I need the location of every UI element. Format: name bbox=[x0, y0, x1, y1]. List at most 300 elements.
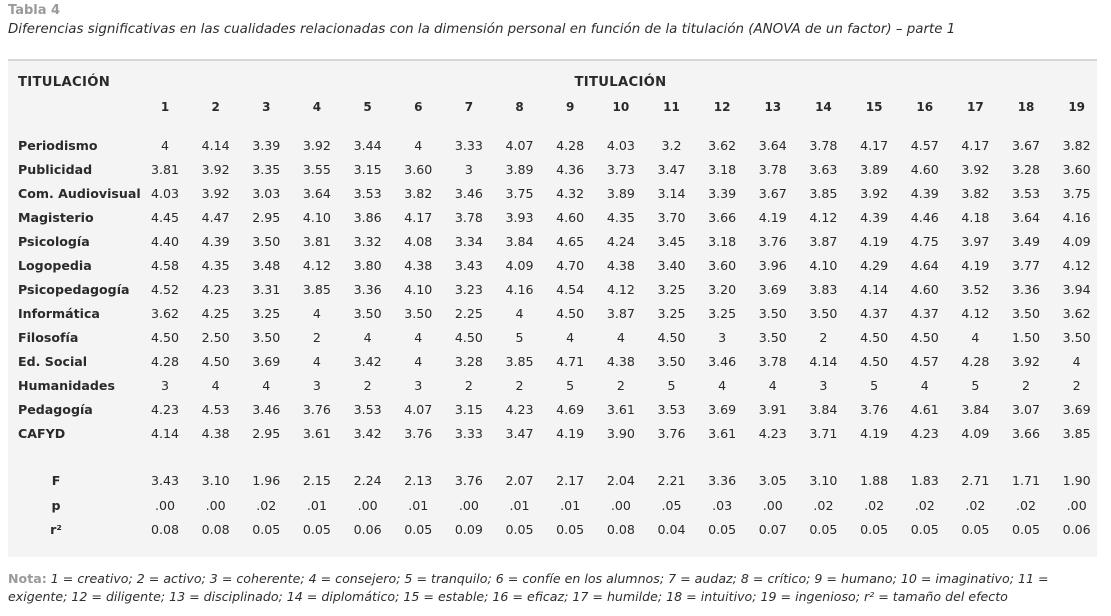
table-cell: 3.82 bbox=[1062, 138, 1091, 153]
stat-cell: .01 bbox=[306, 497, 327, 513]
table-cell: 3.45 bbox=[657, 234, 686, 249]
table-cell: 4.25 bbox=[201, 306, 230, 321]
table-cell: 4.14 bbox=[809, 354, 838, 369]
table-cell: 4.10 bbox=[809, 258, 838, 273]
table-cell: 4.39 bbox=[910, 186, 939, 201]
stat-cell: .02 bbox=[965, 497, 986, 513]
table-cell: 4.37 bbox=[910, 306, 939, 321]
table-cell: 3.75 bbox=[1062, 186, 1091, 201]
table-cell: 4 bbox=[414, 330, 423, 345]
table-cell: 5 bbox=[971, 378, 980, 393]
table-cell: 3.61 bbox=[708, 426, 737, 441]
table-cell: 3.40 bbox=[657, 258, 686, 273]
table-cell: 3.50 bbox=[758, 306, 787, 321]
table-cell: 3.25 bbox=[708, 306, 737, 321]
table-cell: 3.50 bbox=[252, 330, 281, 345]
table-cell: 3.90 bbox=[606, 426, 635, 441]
table-cell: 4 bbox=[1072, 354, 1081, 369]
stat-cell: 0.07 bbox=[758, 522, 787, 537]
table-cell: 3.60 bbox=[1062, 162, 1091, 177]
table-cell: 4.69 bbox=[556, 402, 585, 417]
table-cell: 3.89 bbox=[860, 162, 889, 177]
table-cell: 4.23 bbox=[150, 402, 180, 417]
table-cell: 4 bbox=[566, 330, 575, 345]
table-cell: 4.23 bbox=[201, 282, 230, 297]
table-cell: 4.60 bbox=[910, 162, 939, 177]
table-cell: 3.50 bbox=[252, 234, 281, 249]
table-cell: 3.83 bbox=[809, 282, 838, 297]
stat-cell: 2.13 bbox=[404, 473, 433, 488]
table-cell: 3.69 bbox=[758, 282, 787, 297]
table-cell: 3.89 bbox=[606, 186, 635, 201]
table-cell: 3.44 bbox=[353, 138, 382, 153]
table-cell: 3.46 bbox=[708, 354, 737, 369]
table-cell: 3.93 bbox=[505, 210, 534, 225]
table-cell: 3.84 bbox=[505, 234, 534, 249]
table-cell: 4.16 bbox=[1062, 210, 1091, 225]
table-cell: 4.17 bbox=[404, 210, 433, 225]
table-cell: 4 bbox=[363, 330, 372, 345]
table-cell: 3.36 bbox=[353, 282, 382, 297]
table-cell: 3.53 bbox=[1012, 186, 1041, 201]
row-label: CAFYD bbox=[18, 426, 66, 441]
table-cell: 4.70 bbox=[556, 258, 585, 273]
table-cell: 3.52 bbox=[961, 282, 990, 297]
table-cell: 3.86 bbox=[353, 210, 382, 225]
table-cell: 3.76 bbox=[758, 234, 787, 249]
table-cell: 3.84 bbox=[961, 402, 990, 417]
table-cell: 3.64 bbox=[1012, 210, 1041, 225]
stat-cell: 2.07 bbox=[505, 473, 534, 488]
stat-cell: 3.43 bbox=[150, 473, 180, 488]
table-cell: 3.2 bbox=[661, 138, 682, 153]
stat-cell: .01 bbox=[408, 497, 429, 513]
table-cell: 4.12 bbox=[606, 282, 635, 297]
table-cell: 4.07 bbox=[404, 402, 433, 417]
table-cell: 3.92 bbox=[201, 186, 230, 201]
table-cell: 4.71 bbox=[556, 354, 585, 369]
table-cell: 4.45 bbox=[150, 210, 180, 225]
table-cell: 4 bbox=[515, 306, 524, 321]
table-cell: 4.19 bbox=[758, 210, 787, 225]
table-cell: 3.50 bbox=[353, 306, 382, 321]
table-cell: 4.50 bbox=[657, 330, 686, 345]
table-cell: 4.38 bbox=[606, 354, 635, 369]
row-label: Magisterio bbox=[18, 210, 94, 225]
table-cell: 4 bbox=[414, 354, 423, 369]
stat-label: r² bbox=[50, 522, 62, 537]
table-cell: 3.78 bbox=[758, 162, 787, 177]
table-cell: 3.60 bbox=[708, 258, 737, 273]
stat-cell: 0.08 bbox=[150, 522, 180, 537]
stat-cell: .01 bbox=[560, 497, 581, 513]
table-cell: 3.39 bbox=[708, 186, 737, 201]
stat-label: p bbox=[51, 497, 61, 513]
table-cell: 4 bbox=[211, 378, 220, 393]
stat-cell: 0.05 bbox=[556, 522, 585, 537]
table-cell: 4.29 bbox=[860, 258, 889, 273]
table-cell: 4.37 bbox=[860, 306, 889, 321]
stat-cell: .02 bbox=[1016, 497, 1037, 513]
table-cell: 4.39 bbox=[860, 210, 889, 225]
table-cell: 3.82 bbox=[404, 186, 433, 201]
stat-cell: 3.10 bbox=[809, 473, 838, 488]
table-cell: 3.61 bbox=[606, 402, 635, 417]
stat-cell: .00 bbox=[1066, 497, 1087, 513]
table-cell: 4 bbox=[920, 378, 929, 393]
column-header: 9 bbox=[566, 100, 575, 114]
stat-cell: 0.05 bbox=[809, 522, 838, 537]
table-cell: 3.62 bbox=[150, 306, 180, 321]
table-cell: 3.70 bbox=[657, 210, 686, 225]
table-cell: 4.46 bbox=[910, 210, 939, 225]
stat-cell: 0.06 bbox=[353, 522, 382, 537]
table-cell: 4.57 bbox=[910, 354, 939, 369]
table-cell: 3 bbox=[160, 378, 169, 393]
table-cell: 5 bbox=[515, 330, 524, 345]
stat-cell: .02 bbox=[914, 497, 935, 513]
table-note bbox=[8, 570, 1098, 606]
stat-cell: .03 bbox=[712, 497, 733, 513]
table-cell: 4.17 bbox=[961, 138, 990, 153]
table-cell: 5 bbox=[870, 378, 879, 393]
stat-cell: 1.88 bbox=[860, 473, 889, 488]
table-cell: 3.85 bbox=[809, 186, 838, 201]
table-cell: 2.95 bbox=[252, 210, 281, 225]
row-label: Ed. Social bbox=[18, 354, 88, 369]
table-cell: 3.76 bbox=[860, 402, 889, 417]
table-cell: 3.39 bbox=[252, 138, 281, 153]
table-cell: 3.50 bbox=[657, 354, 686, 369]
table-cell: 4.58 bbox=[150, 258, 180, 273]
table-cell: 5 bbox=[566, 378, 575, 393]
row-label: Com. Audiovisual bbox=[18, 186, 141, 201]
table-cell: 3.85 bbox=[505, 354, 534, 369]
table-cell: 4.03 bbox=[150, 186, 180, 201]
table-cell: 4.23 bbox=[910, 426, 939, 441]
table-cell: 4 bbox=[414, 138, 423, 153]
table-cell: 3 bbox=[312, 378, 321, 393]
table-cell: 4 bbox=[768, 378, 777, 393]
table-cell: 3.48 bbox=[252, 258, 281, 273]
table-cell: 3.23 bbox=[454, 282, 483, 297]
row-label: Logopedia bbox=[18, 258, 92, 273]
table-cell: 3.82 bbox=[961, 186, 990, 201]
table-cell: 4.35 bbox=[201, 258, 230, 273]
table-cell: 3.76 bbox=[404, 426, 433, 441]
stat-cell: .00 bbox=[458, 497, 479, 513]
table-caption: Diferencias significativas en las cualidades relacionadas con la dimensión personal en función de la titulación (ANOVA de un factor) – parte 1 bbox=[8, 22, 956, 37]
column-header: 13 bbox=[764, 100, 782, 114]
table-cell: 3.60 bbox=[404, 162, 433, 177]
table-cell: 4.50 bbox=[150, 330, 180, 345]
stat-cell: 0.05 bbox=[708, 522, 737, 537]
table-cell: 3.75 bbox=[505, 186, 534, 201]
table-cell: 2 bbox=[363, 378, 372, 393]
table-cell: 3.91 bbox=[758, 402, 787, 417]
table-cell: 3.28 bbox=[1012, 162, 1041, 177]
stat-cell: 0.05 bbox=[302, 522, 331, 537]
table-cell: 4.12 bbox=[1062, 258, 1091, 273]
stat-cell: 1.90 bbox=[1062, 473, 1091, 488]
table-cell: 3.46 bbox=[454, 186, 483, 201]
table-cell: 3.34 bbox=[454, 234, 483, 249]
table-cell: 3.76 bbox=[657, 426, 686, 441]
table-cell: 4 bbox=[971, 330, 980, 345]
stat-cell: 0.05 bbox=[404, 522, 433, 537]
table-cell: 4.75 bbox=[910, 234, 939, 249]
table-cell: 3.50 bbox=[758, 330, 787, 345]
table-cell: 4.23 bbox=[505, 402, 534, 417]
table-cell: 4.07 bbox=[505, 138, 534, 153]
table-cell: 4.38 bbox=[404, 258, 433, 273]
table-cell: 4.08 bbox=[404, 234, 433, 249]
note-text: 1 = creativo; 2 = activo; 3 = coherente; 4 = consejero; 5 = tranquilo; 6 = confíe en los alumnos; 7 = audaz; 8 = crítico; 9 = humano; 10 = imaginativo; 11 = exigente; 12 = diligente; 13 = disciplinado; 14 = diplomático; 15 = estable; 16 = eficaz; 17 = humilde; 18 = intuitivo; 19 = ingenioso; r² = tamaño del efecto bbox=[8, 571, 1049, 604]
column-header: 10 bbox=[612, 100, 630, 114]
table-cell: 4.12 bbox=[302, 258, 331, 273]
table-cell: 2 bbox=[1022, 378, 1031, 393]
table-cell: 4 bbox=[312, 354, 321, 369]
table-cell: 3 bbox=[414, 378, 423, 393]
group-header: TITULACIÓN bbox=[574, 75, 667, 90]
table-cell: 3.28 bbox=[454, 354, 483, 369]
row-label: Periodismo bbox=[18, 138, 98, 153]
column-header: 11 bbox=[663, 100, 680, 114]
table-cell: 3.47 bbox=[505, 426, 534, 441]
column-header: 16 bbox=[916, 100, 934, 114]
table-cell: 3.50 bbox=[1012, 306, 1041, 321]
stat-cell: 0.05 bbox=[860, 522, 889, 537]
table-cell: 3.78 bbox=[809, 138, 838, 153]
column-header: 14 bbox=[815, 100, 832, 114]
table-cell: 3.61 bbox=[302, 426, 331, 441]
stat-cell: 3.36 bbox=[708, 473, 737, 488]
column-header: 12 bbox=[713, 100, 731, 114]
table-cell: 4.28 bbox=[556, 138, 585, 153]
table-cell: 3.35 bbox=[252, 162, 281, 177]
table-cell: 4 bbox=[616, 330, 625, 345]
row-label: Pedagogía bbox=[18, 402, 93, 417]
stat-cell: 0.08 bbox=[201, 522, 230, 537]
table-cell: 4.61 bbox=[910, 402, 939, 417]
row-label: Psicología bbox=[18, 234, 90, 249]
table-cell: 4.19 bbox=[961, 258, 990, 273]
table-cell: 3.85 bbox=[302, 282, 331, 297]
table-cell: 4.09 bbox=[505, 258, 534, 273]
table-cell: 2 bbox=[515, 378, 524, 393]
table-cell: 4.64 bbox=[910, 258, 939, 273]
table-cell: 2 bbox=[312, 330, 321, 345]
table-cell: 2 bbox=[464, 378, 473, 393]
table-cell: 3.25 bbox=[252, 306, 281, 321]
stat-cell: 1.96 bbox=[252, 473, 281, 488]
table-cell: 2 bbox=[1072, 378, 1081, 393]
table-cell: 4.57 bbox=[910, 138, 939, 153]
table-cell: 3.63 bbox=[809, 162, 838, 177]
table-cell: 3.62 bbox=[708, 138, 737, 153]
table-cell: 3.50 bbox=[404, 306, 433, 321]
table-cell: 3.33 bbox=[454, 426, 483, 441]
table-cell: 3.07 bbox=[1012, 402, 1041, 417]
table-cell: 3.32 bbox=[353, 234, 382, 249]
column-header: 8 bbox=[515, 100, 524, 114]
stat-cell: 2.21 bbox=[657, 473, 686, 488]
stat-cell: 2.24 bbox=[353, 473, 382, 488]
column-header: 1 bbox=[160, 100, 170, 114]
table-cell: 3.31 bbox=[252, 282, 281, 297]
table-cell: 3.92 bbox=[1012, 354, 1041, 369]
table-cell: 4.54 bbox=[556, 282, 585, 297]
stat-label: F bbox=[51, 473, 61, 488]
table-cell: 4.09 bbox=[961, 426, 990, 441]
table-cell: 4.10 bbox=[404, 282, 433, 297]
table-cell: 3.66 bbox=[1012, 426, 1041, 441]
column-header: 6 bbox=[414, 100, 423, 114]
table-cell: 3.62 bbox=[1062, 306, 1091, 321]
table-cell: 3.87 bbox=[606, 306, 635, 321]
table-cell: 3 bbox=[464, 162, 473, 177]
table-cell: 4.12 bbox=[809, 210, 838, 225]
row-label: Publicidad bbox=[18, 162, 93, 177]
table-cell: 4.36 bbox=[556, 162, 585, 177]
table-cell: 3.42 bbox=[353, 354, 382, 369]
table-cell: 3.67 bbox=[1012, 138, 1041, 153]
table-cell: 3.97 bbox=[961, 234, 990, 249]
column-header: 7 bbox=[464, 100, 474, 114]
table-cell: 3.03 bbox=[252, 186, 281, 201]
table-cell: 3.92 bbox=[961, 162, 990, 177]
table-cell: 2.95 bbox=[252, 426, 281, 441]
stat-cell: 1.71 bbox=[1012, 473, 1041, 488]
table-cell: 3.25 bbox=[657, 282, 686, 297]
table-cell: 3.78 bbox=[454, 210, 483, 225]
stat-cell: 2.17 bbox=[556, 473, 585, 488]
stat-cell: 2.04 bbox=[606, 473, 635, 488]
table-cell: 3.47 bbox=[657, 162, 686, 177]
column-header: 4 bbox=[312, 100, 322, 114]
row-label: Humanidades bbox=[18, 378, 115, 393]
stat-cell: 2.71 bbox=[961, 473, 990, 488]
stat-cell: 0.04 bbox=[657, 522, 686, 537]
stat-cell: 3.10 bbox=[201, 473, 230, 488]
stat-cell: 0.05 bbox=[910, 522, 939, 537]
table-cell: 4.19 bbox=[556, 426, 585, 441]
table-cell: 3.50 bbox=[809, 306, 838, 321]
table-cell: 3.53 bbox=[353, 186, 382, 201]
table-cell: 3.43 bbox=[454, 258, 483, 273]
table-panel bbox=[8, 59, 1097, 557]
table-cell: 3.80 bbox=[353, 258, 382, 273]
table-cell: 3.18 bbox=[708, 234, 737, 249]
table-cell: 4.38 bbox=[201, 426, 230, 441]
column-header: 5 bbox=[363, 100, 372, 114]
table-cell: 4.39 bbox=[201, 234, 230, 249]
table-cell: 3.55 bbox=[302, 162, 331, 177]
stat-cell: 2.15 bbox=[302, 473, 331, 488]
table-cell: 4.53 bbox=[201, 402, 230, 417]
corner-header: TITULACIÓN bbox=[18, 75, 111, 90]
stat-cell: 0.05 bbox=[1012, 522, 1041, 537]
stat-cell: 0.05 bbox=[252, 522, 281, 537]
table-cell: 4.09 bbox=[1062, 234, 1091, 249]
table-cell: 3.15 bbox=[353, 162, 382, 177]
table-cell: 3.73 bbox=[606, 162, 635, 177]
table-cell: 4.60 bbox=[556, 210, 585, 225]
table-cell: 3.49 bbox=[1012, 234, 1041, 249]
table-cell: 4.38 bbox=[606, 258, 635, 273]
table-cell: 2.25 bbox=[454, 306, 483, 321]
row-label: Psicopedagogía bbox=[18, 282, 130, 297]
table-cell: 3.71 bbox=[809, 426, 838, 441]
table-cell: 4.24 bbox=[606, 234, 635, 249]
row-label: Filosofía bbox=[18, 330, 79, 345]
table-cell: 4.50 bbox=[910, 330, 939, 345]
stat-cell: 0.08 bbox=[606, 522, 635, 537]
table-cell: 3.85 bbox=[1062, 426, 1091, 441]
table-cell: 4.50 bbox=[201, 354, 230, 369]
table-cell: 4.32 bbox=[556, 186, 585, 201]
table-cell: 2.50 bbox=[201, 330, 230, 345]
table-label: Tabla 4 bbox=[8, 3, 61, 18]
table-cell: 3.89 bbox=[505, 162, 534, 177]
table-cell: 3.81 bbox=[150, 162, 180, 177]
table-cell: 4 bbox=[262, 378, 271, 393]
column-header: 2 bbox=[211, 100, 220, 114]
table-cell: 4.17 bbox=[860, 138, 889, 153]
table-cell: 4.47 bbox=[201, 210, 230, 225]
table-cell: 1.50 bbox=[1012, 330, 1041, 345]
table-cell: 3.69 bbox=[252, 354, 281, 369]
table-cell: 3.18 bbox=[708, 162, 737, 177]
table-cell: 4.50 bbox=[860, 354, 889, 369]
table-cell: 4.19 bbox=[860, 426, 889, 441]
table-cell: 3.46 bbox=[252, 402, 281, 417]
stat-cell: 0.09 bbox=[454, 522, 483, 537]
stat-cell: 3.76 bbox=[454, 473, 483, 488]
column-header: 17 bbox=[967, 100, 984, 114]
stat-cell: .00 bbox=[154, 497, 176, 513]
stat-cell: .02 bbox=[813, 497, 834, 513]
table-cell: 3.84 bbox=[809, 402, 838, 417]
table-cell: 4.40 bbox=[150, 234, 180, 249]
table-cell: 4.65 bbox=[556, 234, 585, 249]
table-cell: 4.14 bbox=[860, 282, 889, 297]
table-cell: 3.69 bbox=[1062, 402, 1091, 417]
column-header: 19 bbox=[1068, 100, 1086, 114]
column-header: 3 bbox=[262, 100, 271, 114]
stat-cell: 0.05 bbox=[961, 522, 990, 537]
table-cell: 3.64 bbox=[758, 138, 787, 153]
table-cell: 3.94 bbox=[1062, 282, 1091, 297]
table-cell: 4 bbox=[718, 378, 727, 393]
stat-cell: .02 bbox=[256, 497, 277, 513]
table-cell: 4.03 bbox=[606, 138, 635, 153]
table-cell: 4.10 bbox=[302, 210, 331, 225]
table-cell: 4.28 bbox=[150, 354, 180, 369]
stat-cell: .00 bbox=[610, 497, 631, 513]
table-cell: 3 bbox=[718, 330, 727, 345]
table-cell: 3.77 bbox=[1012, 258, 1041, 273]
stat-cell: .00 bbox=[357, 497, 378, 513]
table-cell: 4.14 bbox=[201, 138, 230, 153]
table-cell: 3.20 bbox=[708, 282, 737, 297]
table-cell: 3 bbox=[819, 378, 828, 393]
stat-cell: .00 bbox=[762, 497, 783, 513]
table-cell: 4.50 bbox=[454, 330, 483, 345]
table-cell: 3.66 bbox=[708, 210, 737, 225]
table-cell: 4.50 bbox=[860, 330, 889, 345]
table-cell: 4.52 bbox=[150, 282, 180, 297]
